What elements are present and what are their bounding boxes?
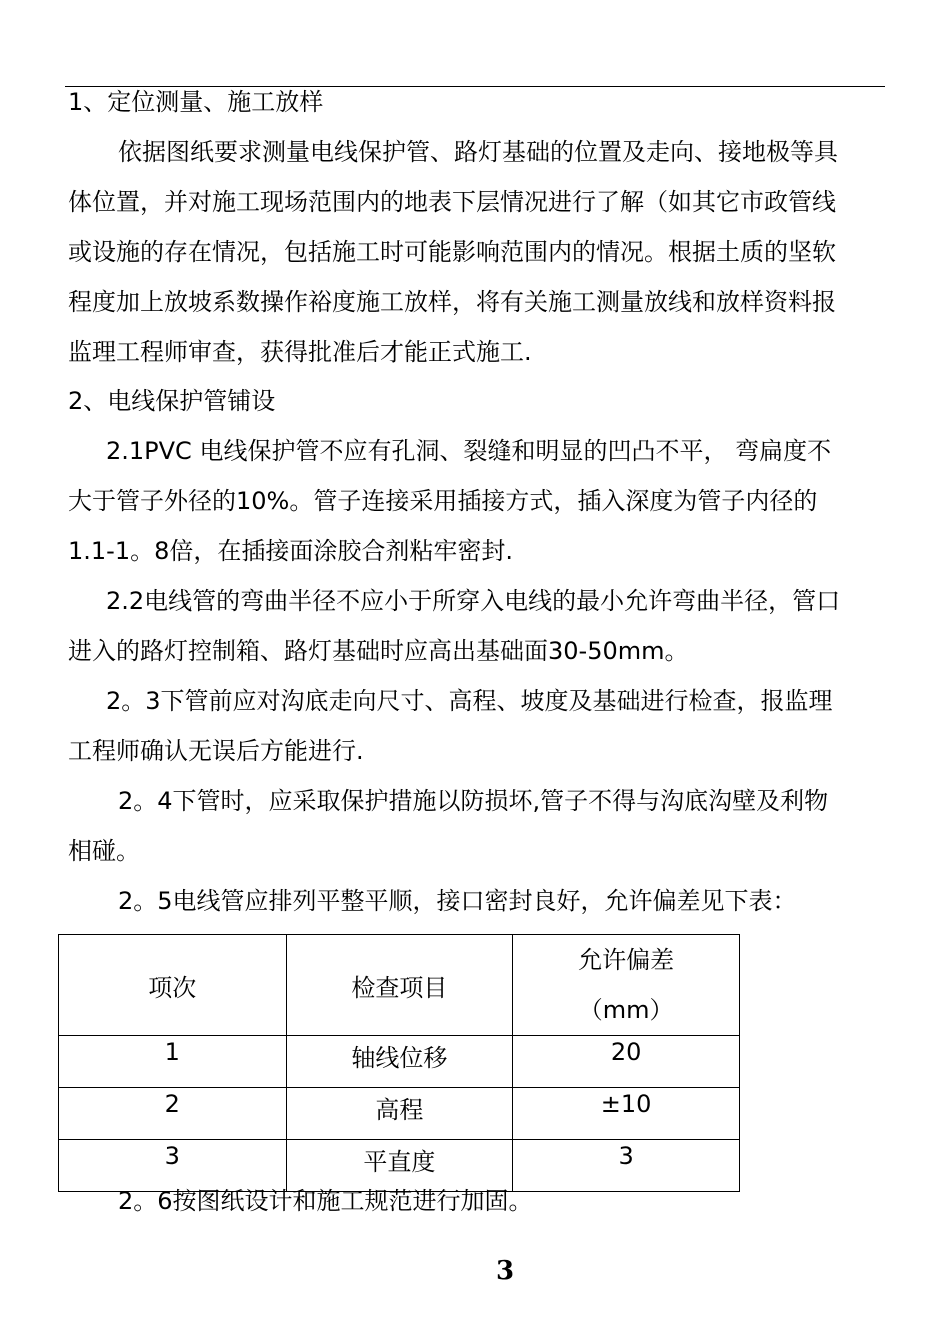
paragraph-line: 2。3下管前应对沟底走向尺寸、高程、坡度及基础进行检查，报监理 (106, 687, 833, 715)
deviation-table (58, 934, 740, 1192)
table-row (59, 1036, 740, 1088)
paragraph-line: 2。5电线管应排列平整平顺，接口密封良好，允许偏差见下表： (118, 887, 797, 915)
paragraph-line: 1.1-1。8倍，在插接面涂胶合剂粘牢密封. (68, 537, 513, 565)
section-2-heading: 2、电线保护管铺设 (68, 387, 276, 415)
cell-tolerance: 3 (513, 1140, 740, 1192)
cell-item-no: 3 (59, 1140, 287, 1192)
cell-check-item: 高程 (286, 1088, 513, 1140)
header-tolerance-label: 允许偏差 (578, 946, 675, 974)
paragraph-line: 进入的路灯控制箱、路灯基础时应高出基础面30-50mm。 (68, 637, 689, 665)
paragraph-line: 相碰。 (68, 837, 140, 865)
paragraph-line: 或设施的存在情况，包括施工时可能影响范围内的情况。根据土质的坚软 (68, 238, 836, 266)
header-tolerance (513, 935, 740, 1036)
paragraph-line: 2.1PVC 电线保护管不应有孔洞、裂缝和明显的凹凸不平， 弯扁度不 (106, 437, 832, 465)
cell-check-item: 轴线位移 (286, 1036, 513, 1088)
section-1-heading: 1、定位测量、施工放样 (68, 88, 324, 116)
paragraph-line: 2.2电线管的弯曲半径不应小于所穿入电线的最小允许弯曲半径，管口 (106, 587, 841, 615)
cell-tolerance: ±10 (513, 1088, 740, 1140)
page-number: 3 (495, 1256, 515, 1286)
paragraph-line: 2。4下管时，应采取保护措施以防损坏,管子不得与沟底沟壁及利物 (118, 787, 829, 815)
table-header-row (59, 935, 740, 1036)
cell-tolerance: 20 (513, 1036, 740, 1088)
cell-item-no: 1 (59, 1036, 287, 1088)
header-item-no: 项次 (59, 935, 287, 1036)
cell-check-item: 平直度 (286, 1140, 513, 1192)
table-row (59, 1140, 740, 1192)
paragraph-line: 依据图纸要求测量电线保护管、路灯基础的位置及走向、接地极等具 (118, 138, 838, 166)
paragraph-line: 监理工程师审查，获得批准后才能正式施工. (68, 338, 532, 366)
header-check-item: 检查项目 (286, 935, 513, 1036)
paragraph-line: 体位置，并对施工现场范围内的地表下层情况进行了解（如其它市政管线 (68, 188, 836, 216)
paragraph-line: 大于管子外径的10%。管子连接采用插接方式，插入深度为管子内径的 (68, 487, 818, 515)
paragraph-line: 工程师确认无误后方能进行. (68, 737, 364, 765)
header-tolerance-unit: （mm） (578, 996, 674, 1024)
paragraph-line: 程度加上放坡系数操作裕度施工放样，将有关施工测量放线和放样资料报 (68, 288, 836, 316)
table-row (59, 1088, 740, 1140)
paragraph-line: 2。6按图纸设计和施工规范进行加固。 (118, 1187, 533, 1215)
cell-item-no: 2 (59, 1088, 287, 1140)
